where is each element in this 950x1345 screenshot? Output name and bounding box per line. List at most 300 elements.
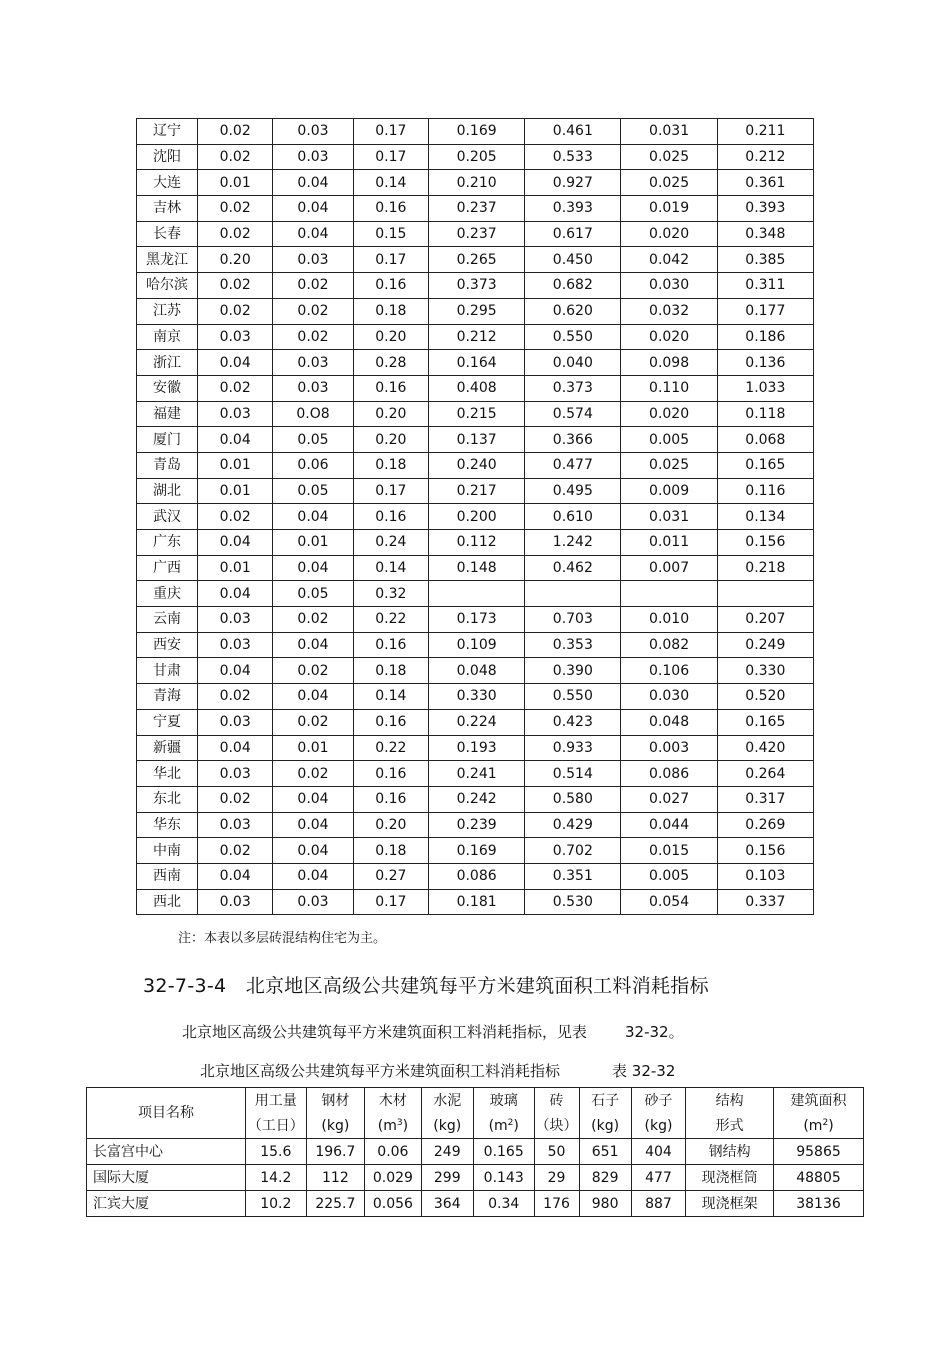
value-cell: 0.177 — [717, 298, 813, 324]
value-cell: 0.04 — [198, 581, 273, 607]
table-row — [137, 863, 814, 889]
table-row — [137, 247, 814, 273]
value-cell: 0.620 — [525, 298, 621, 324]
value-cell: 829 — [579, 1165, 631, 1191]
table2-header-row — [87, 1088, 864, 1114]
value-cell: 0.O8 — [273, 401, 353, 427]
value-cell: 0.06 — [273, 452, 353, 478]
header-sand: 砂子 — [631, 1088, 685, 1114]
region-table-body — [137, 119, 814, 915]
value-cell: 0.143 — [473, 1165, 534, 1191]
value-cell: 0.025 — [621, 144, 717, 170]
value-cell: 15.6 — [245, 1139, 306, 1165]
value-cell: 0.164 — [429, 350, 525, 376]
value-cell: 0.211 — [717, 119, 813, 145]
value-cell: 0.05 — [273, 427, 353, 453]
value-cell: 0.348 — [717, 221, 813, 247]
value-cell: 0.02 — [198, 375, 273, 401]
value-cell: 0.18 — [353, 452, 428, 478]
table-row — [87, 1191, 864, 1217]
table-row — [87, 1165, 864, 1191]
value-cell: 0.04 — [273, 863, 353, 889]
region-name-cell: 西南 — [137, 863, 198, 889]
table-row — [137, 658, 814, 684]
value-cell: 0.02 — [198, 273, 273, 299]
value-cell: 0.22 — [353, 735, 428, 761]
value-cell: 0.393 — [717, 196, 813, 222]
value-cell: 112 — [306, 1165, 365, 1191]
value-cell: 249 — [421, 1139, 473, 1165]
table-row — [137, 504, 814, 530]
region-name-cell: 沈阳 — [137, 144, 198, 170]
value-cell: 0.295 — [429, 298, 525, 324]
value-cell: 0.20 — [198, 247, 273, 273]
table-row — [137, 375, 814, 401]
value-cell: 0.702 — [525, 838, 621, 864]
region-name-cell: 西北 — [137, 889, 198, 915]
value-cell: 0.04 — [198, 735, 273, 761]
value-cell: 651 — [579, 1139, 631, 1165]
value-cell: 0.353 — [525, 632, 621, 658]
unit-labor: （工日） — [245, 1113, 306, 1139]
value-cell: 0.193 — [429, 735, 525, 761]
value-cell: 0.200 — [429, 504, 525, 530]
region-name-cell: 哈尔滨 — [137, 273, 198, 299]
table-row — [137, 401, 814, 427]
value-cell: 0.461 — [525, 119, 621, 145]
value-cell: 0.01 — [198, 555, 273, 581]
value-cell: 0.20 — [353, 324, 428, 350]
table-row — [137, 786, 814, 812]
table-row — [137, 350, 814, 376]
value-cell: 0.03 — [273, 889, 353, 915]
value-cell: 0.165 — [717, 452, 813, 478]
table-row — [137, 889, 814, 915]
value-cell: 0.265 — [429, 247, 525, 273]
header-area: 建筑面积 — [774, 1088, 864, 1114]
value-cell: 0.373 — [429, 273, 525, 299]
value-cell: 0.06 — [365, 1139, 421, 1165]
value-cell: 0.02 — [273, 761, 353, 787]
value-cell: 0.044 — [621, 812, 717, 838]
value-cell: 0.04 — [273, 786, 353, 812]
value-cell: 0.385 — [717, 247, 813, 273]
value-cell: 0.218 — [717, 555, 813, 581]
table-row — [137, 761, 814, 787]
value-cell: 0.14 — [353, 555, 428, 581]
value-cell: 0.01 — [198, 452, 273, 478]
value-cell: 0.420 — [717, 735, 813, 761]
table-row — [137, 119, 814, 145]
region-name-cell: 福建 — [137, 401, 198, 427]
value-cell: 29 — [534, 1165, 579, 1191]
value-cell: 0.169 — [429, 119, 525, 145]
value-cell: 0.18 — [353, 838, 428, 864]
region-name-cell: 华东 — [137, 812, 198, 838]
value-cell: 0.056 — [365, 1191, 421, 1217]
value-cell: 0.02 — [198, 144, 273, 170]
value-cell: 0.02 — [198, 196, 273, 222]
value-cell: 0.156 — [717, 530, 813, 556]
value-cell: 0.337 — [717, 889, 813, 915]
value-cell: 0.109 — [429, 632, 525, 658]
value-cell: 0.116 — [717, 478, 813, 504]
value-cell: 0.17 — [353, 247, 428, 273]
value-cell: 0.04 — [273, 684, 353, 710]
table-row — [137, 581, 814, 607]
table-row — [137, 735, 814, 761]
unit-glass — [473, 1113, 534, 1139]
value-cell: 0.02 — [198, 298, 273, 324]
region-name-cell: 江苏 — [137, 298, 198, 324]
value-cell: 0.04 — [198, 863, 273, 889]
value-cell: 0.03 — [273, 247, 353, 273]
header-labor: 用工量 — [245, 1088, 306, 1114]
value-cell: 0.210 — [429, 170, 525, 196]
value-cell: 0.17 — [353, 119, 428, 145]
region-name-cell: 甘肃 — [137, 658, 198, 684]
value-cell: 0.136 — [717, 350, 813, 376]
value-cell: 0.462 — [525, 555, 621, 581]
value-cell: 0.393 — [525, 196, 621, 222]
value-cell: 0.082 — [621, 632, 717, 658]
value-cell: 0.04 — [273, 170, 353, 196]
table-row — [137, 684, 814, 710]
project-name-cell: 长富宫中心 — [87, 1139, 246, 1165]
value-cell: 0.112 — [429, 530, 525, 556]
value-cell: 0.16 — [353, 375, 428, 401]
value-cell: 0.054 — [621, 889, 717, 915]
value-cell: 0.317 — [717, 786, 813, 812]
region-name-cell: 青海 — [137, 684, 198, 710]
table-row — [137, 555, 814, 581]
value-cell: 0.520 — [717, 684, 813, 710]
value-cell: 0.205 — [429, 144, 525, 170]
beijing-public-building-table — [86, 1087, 864, 1217]
value-cell: 980 — [579, 1191, 631, 1217]
value-cell — [621, 581, 717, 607]
value-cell: 0.005 — [621, 863, 717, 889]
value-cell: 0.02 — [198, 684, 273, 710]
header-wood: 木材 — [365, 1088, 421, 1114]
section-heading: 32-7-3-4 北京地区高级公共建筑每平方米建筑面积工料消耗指标 — [143, 975, 709, 997]
value-cell: 1.242 — [525, 530, 621, 556]
value-cell: 0.32 — [353, 581, 428, 607]
unit-area-exp: 2 — [822, 1117, 829, 1128]
value-cell: 0.269 — [717, 812, 813, 838]
value-cell: 0.042 — [621, 247, 717, 273]
table-row — [137, 170, 814, 196]
region-name-cell: 吉林 — [137, 196, 198, 222]
value-cell: 0.04 — [273, 838, 353, 864]
table-row — [137, 838, 814, 864]
unit-cement: (kg) — [421, 1113, 473, 1139]
value-cell: 0.351 — [525, 863, 621, 889]
value-cell: 0.032 — [621, 298, 717, 324]
value-cell: 0.17 — [353, 889, 428, 915]
value-cell: 0.04 — [198, 658, 273, 684]
value-cell: 0.118 — [717, 401, 813, 427]
table-row — [137, 812, 814, 838]
value-cell: 0.03 — [273, 144, 353, 170]
value-cell: 0.237 — [429, 196, 525, 222]
value-cell: 0.011 — [621, 530, 717, 556]
value-cell: 95865 — [774, 1139, 864, 1165]
value-cell: 0.16 — [353, 273, 428, 299]
value-cell: 0.029 — [365, 1165, 421, 1191]
value-cell: 0.927 — [525, 170, 621, 196]
value-cell: 0.03 — [198, 889, 273, 915]
value-cell: 0.03 — [273, 350, 353, 376]
value-cell: 50 — [534, 1139, 579, 1165]
region-name-cell: 武汉 — [137, 504, 198, 530]
value-cell: 0.02 — [198, 221, 273, 247]
value-cell: 0.02 — [273, 324, 353, 350]
value-cell: 299 — [421, 1165, 473, 1191]
value-cell: 0.16 — [353, 786, 428, 812]
region-name-cell: 中南 — [137, 838, 198, 864]
value-cell: 0.007 — [621, 555, 717, 581]
region-name-cell: 长春 — [137, 221, 198, 247]
region-name-cell: 华北 — [137, 761, 198, 787]
value-cell: 48805 — [774, 1165, 864, 1191]
value-cell: 0.02 — [273, 298, 353, 324]
value-cell: 0.580 — [525, 786, 621, 812]
value-cell: 0.16 — [353, 504, 428, 530]
value-cell: 0.212 — [717, 144, 813, 170]
value-cell: 0.207 — [717, 607, 813, 633]
value-cell: 225.7 — [306, 1191, 365, 1217]
value-cell: 0.03 — [198, 812, 273, 838]
value-cell: 0.215 — [429, 401, 525, 427]
value-cell: 0.17 — [353, 144, 428, 170]
value-cell: 887 — [631, 1191, 685, 1217]
value-cell: 38136 — [774, 1191, 864, 1217]
region-name-cell: 新疆 — [137, 735, 198, 761]
value-cell: 0.025 — [621, 170, 717, 196]
value-cell: 0.01 — [273, 735, 353, 761]
table-row — [137, 427, 814, 453]
value-cell: 0.181 — [429, 889, 525, 915]
value-cell: 196.7 — [306, 1139, 365, 1165]
value-cell: 0.04 — [273, 812, 353, 838]
value-cell: 0.610 — [525, 504, 621, 530]
region-name-cell: 南京 — [137, 324, 198, 350]
value-cell: 0.212 — [429, 324, 525, 350]
region-name-cell: 青岛 — [137, 452, 198, 478]
region-name-cell: 重庆 — [137, 581, 198, 607]
table-row — [137, 632, 814, 658]
value-cell: 0.137 — [429, 427, 525, 453]
unit-glass-exp: 2 — [507, 1117, 514, 1128]
value-cell: 0.240 — [429, 452, 525, 478]
value-cell: 0.05 — [273, 478, 353, 504]
value-cell: 0.423 — [525, 709, 621, 735]
unit-area — [774, 1113, 864, 1139]
unit-brick: （块） — [534, 1113, 579, 1139]
table-row — [137, 298, 814, 324]
value-cell: 0.450 — [525, 247, 621, 273]
table-note: 注：本表以多层砖混结构住宅为主。 — [178, 931, 387, 946]
value-cell: 0.16 — [353, 761, 428, 787]
value-cell: 0.16 — [353, 632, 428, 658]
header-structure: 结构 — [686, 1088, 774, 1114]
unit-wood-close: ) — [402, 1117, 409, 1134]
value-cell: 0.366 — [525, 427, 621, 453]
value-cell: 0.224 — [429, 709, 525, 735]
value-cell: 0.14 — [353, 684, 428, 710]
region-name-cell: 黑龙江 — [137, 247, 198, 273]
value-cell: 0.048 — [429, 658, 525, 684]
value-cell: 0.20 — [353, 427, 428, 453]
value-cell: 364 — [421, 1191, 473, 1217]
value-cell: 0.02 — [198, 504, 273, 530]
unit-sand: (kg) — [631, 1113, 685, 1139]
value-cell: 0.020 — [621, 401, 717, 427]
value-cell: 404 — [631, 1139, 685, 1165]
value-cell: 0.264 — [717, 761, 813, 787]
table2-caption — [200, 1060, 675, 1081]
value-cell: 0.04 — [198, 530, 273, 556]
value-cell: 0.04 — [273, 196, 353, 222]
value-cell: 0.574 — [525, 401, 621, 427]
value-cell: 0.20 — [353, 401, 428, 427]
unit-wood — [365, 1113, 421, 1139]
intro-paragraph — [182, 1021, 684, 1042]
value-cell: 0.009 — [621, 478, 717, 504]
region-name-cell: 厦门 — [137, 427, 198, 453]
table2-number: 表 32-32 — [612, 1062, 676, 1080]
value-cell: 0.390 — [525, 658, 621, 684]
table-row — [137, 221, 814, 247]
value-cell: 0.02 — [273, 658, 353, 684]
value-cell: 0.311 — [717, 273, 813, 299]
value-cell: 现浇框架 — [686, 1191, 774, 1217]
value-cell — [525, 581, 621, 607]
value-cell: 0.031 — [621, 504, 717, 530]
value-cell: 0.530 — [525, 889, 621, 915]
value-cell: 0.17 — [353, 478, 428, 504]
value-cell: 0.429 — [525, 812, 621, 838]
value-cell: 0.015 — [621, 838, 717, 864]
header-glass: 玻璃 — [473, 1088, 534, 1114]
value-cell: 0.173 — [429, 607, 525, 633]
value-cell: 0.02 — [273, 607, 353, 633]
value-cell: 0.373 — [525, 375, 621, 401]
intro-text: 北京地区高级公共建筑每平方米建筑面积工料消耗指标，见表 — [182, 1023, 588, 1041]
value-cell: 0.134 — [717, 504, 813, 530]
value-cell: 0.217 — [429, 478, 525, 504]
value-cell: 0.22 — [353, 607, 428, 633]
header-project-name: 项目名称 — [87, 1088, 246, 1139]
value-cell: 0.16 — [353, 709, 428, 735]
value-cell: 0.02 — [198, 786, 273, 812]
value-cell: 0.20 — [353, 812, 428, 838]
header-steel: 钢材 — [306, 1088, 365, 1114]
value-cell: 0.04 — [273, 504, 353, 530]
table-row — [137, 452, 814, 478]
value-cell: 1.033 — [717, 375, 813, 401]
value-cell: 0.15 — [353, 221, 428, 247]
value-cell: 现浇框筒 — [686, 1165, 774, 1191]
value-cell: 0.02 — [273, 709, 353, 735]
value-cell: 0.04 — [198, 350, 273, 376]
value-cell: 0.04 — [273, 632, 353, 658]
value-cell: 0.048 — [621, 709, 717, 735]
value-cell: 0.030 — [621, 273, 717, 299]
region-name-cell: 辽宁 — [137, 119, 198, 145]
value-cell: 14.2 — [245, 1165, 306, 1191]
header-stone: 石子 — [579, 1088, 631, 1114]
value-cell — [717, 581, 813, 607]
region-name-cell: 安徽 — [137, 375, 198, 401]
value-cell: 0.04 — [198, 427, 273, 453]
value-cell: 0.01 — [198, 478, 273, 504]
project-name-cell: 汇宾大厦 — [87, 1191, 246, 1217]
value-cell: 0.086 — [621, 761, 717, 787]
value-cell: 0.495 — [525, 478, 621, 504]
value-cell: 0.361 — [717, 170, 813, 196]
region-name-cell: 广西 — [137, 555, 198, 581]
value-cell: 0.703 — [525, 607, 621, 633]
value-cell: 0.003 — [621, 735, 717, 761]
value-cell: 0.18 — [353, 658, 428, 684]
region-name-cell: 广东 — [137, 530, 198, 556]
value-cell: 0.03 — [198, 761, 273, 787]
value-cell: 0.28 — [353, 350, 428, 376]
value-cell: 0.103 — [717, 863, 813, 889]
value-cell: 0.533 — [525, 144, 621, 170]
table-row — [137, 196, 814, 222]
value-cell: 0.16 — [353, 196, 428, 222]
table-row — [87, 1139, 864, 1165]
unit-area-close: ) — [828, 1117, 834, 1134]
value-cell: 0.617 — [525, 221, 621, 247]
unit-glass-close: ) — [513, 1117, 519, 1134]
table-row — [137, 273, 814, 299]
value-cell: 0.02 — [198, 119, 273, 145]
value-cell: 0.169 — [429, 838, 525, 864]
value-cell — [429, 581, 525, 607]
value-cell: 0.249 — [717, 632, 813, 658]
value-cell: 0.01 — [198, 170, 273, 196]
value-cell: 0.148 — [429, 555, 525, 581]
value-cell: 0.03 — [273, 119, 353, 145]
region-name-cell: 大连 — [137, 170, 198, 196]
value-cell: 0.24 — [353, 530, 428, 556]
value-cell: 0.04 — [273, 555, 353, 581]
value-cell: 0.03 — [198, 709, 273, 735]
value-cell: 0.242 — [429, 786, 525, 812]
region-name-cell: 云南 — [137, 607, 198, 633]
value-cell: 10.2 — [245, 1191, 306, 1217]
table2-title: 北京地区高级公共建筑每平方米建筑面积工料消耗指标 — [200, 1062, 561, 1080]
value-cell: 0.408 — [429, 375, 525, 401]
value-cell: 0.05 — [273, 581, 353, 607]
table-row — [137, 324, 814, 350]
value-cell: 0.34 — [473, 1191, 534, 1217]
value-cell: 0.019 — [621, 196, 717, 222]
value-cell: 0.02 — [273, 273, 353, 299]
value-cell: 钢结构 — [686, 1139, 774, 1165]
value-cell: 0.03 — [198, 401, 273, 427]
value-cell: 0.165 — [717, 709, 813, 735]
value-cell: 0.682 — [525, 273, 621, 299]
value-cell: 0.156 — [717, 838, 813, 864]
region-name-cell: 东北 — [137, 786, 198, 812]
region-name-cell: 湖北 — [137, 478, 198, 504]
value-cell: 0.330 — [429, 684, 525, 710]
